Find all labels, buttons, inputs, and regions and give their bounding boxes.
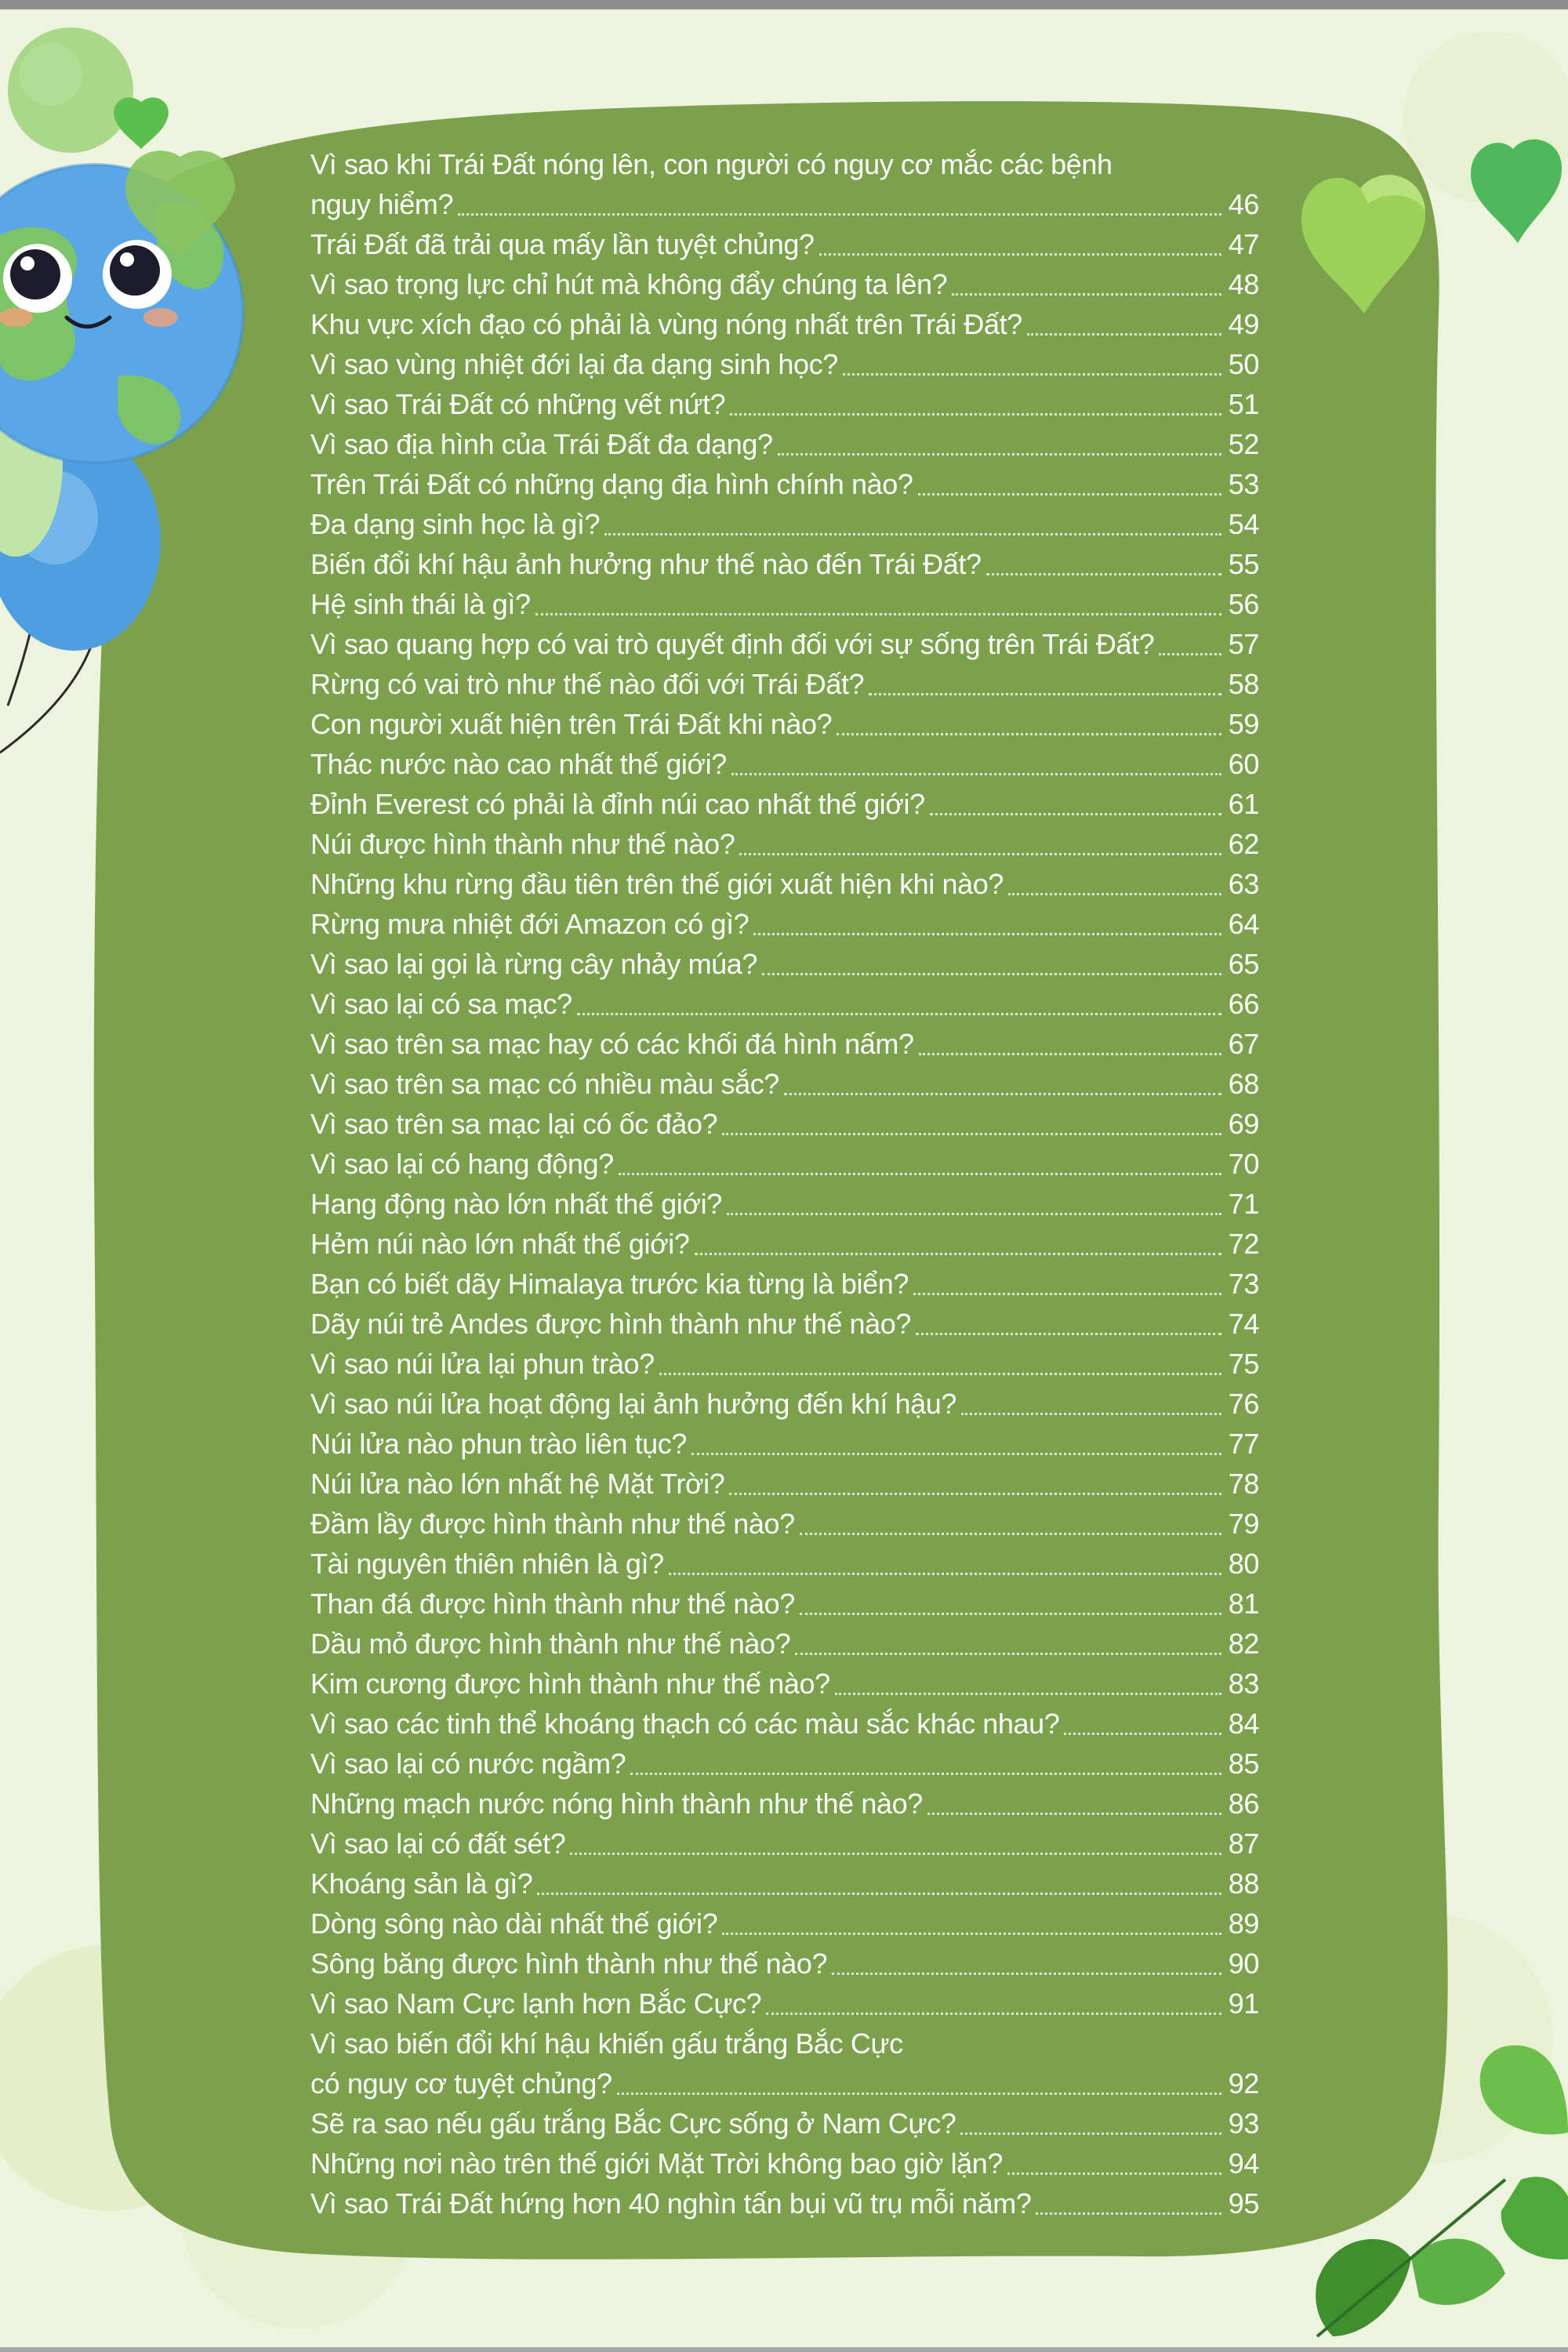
toc-entry[interactable] [310, 1264, 1259, 1304]
toc-entry[interactable] [310, 464, 1259, 504]
toc-entry[interactable] [310, 584, 1259, 624]
toc-page-number: 75 [1228, 1348, 1259, 1380]
toc-page-number: 78 [1228, 1468, 1259, 1500]
toc-entry[interactable] [310, 1064, 1259, 1104]
toc-entry-title: Vì sao lại gọi là rừng cây nhảy múa? [310, 948, 758, 980]
toc-page-number: 52 [1228, 428, 1259, 460]
dot-leader [961, 1413, 1221, 1415]
toc-entry-title: Dòng sông nào dài nhất thế giới? [310, 1907, 718, 1940]
toc-entry-title: Vì sao khi Trái Đất nóng lên, con người có nguy cơ mắc các bệnh [310, 148, 1112, 180]
dot-leader [918, 493, 1222, 495]
toc-entry[interactable] [310, 664, 1259, 704]
toc-page-number: 72 [1228, 1228, 1259, 1260]
toc-page-number: 85 [1228, 1748, 1259, 1780]
toc-entry-title: Dãy núi trẻ Andes được hình thành như thế nào? [310, 1308, 911, 1340]
toc-entry-title: Vì sao trọng lực chỉ hút mà không đẩy chúng ta lên? [310, 268, 948, 300]
toc-entry[interactable] [310, 1144, 1259, 1184]
toc-entry-title: Vì sao trên sa mạc có nhiều màu sắc? [310, 1068, 779, 1100]
toc-page-number: 66 [1228, 988, 1259, 1020]
toc-entry-title: Đỉnh Everest có phải là đỉnh núi cao nhất thế giới? [310, 788, 925, 820]
dot-leader [832, 1973, 1221, 1975]
toc-page-number: 84 [1228, 1708, 1259, 1740]
toc-entry[interactable] [310, 1904, 1259, 1944]
dot-leader [722, 1933, 1221, 1935]
toc-entry-title: Vì sao trên sa mạc hay có các khối đá hình nấm? [310, 1028, 914, 1060]
toc-entry-title: Núi lửa nào phun trào liên tục? [310, 1428, 688, 1460]
toc-entry-title: Núi lửa nào lớn nhất hệ Mặt Trời? [310, 1468, 725, 1500]
bottom-border [0, 2347, 1568, 2352]
toc-entry-title-continued: có nguy cơ tuyệt chủng? [310, 2067, 612, 2100]
dot-leader [835, 1693, 1221, 1695]
toc-page-number: 68 [1228, 1068, 1259, 1100]
toc-entry[interactable] [310, 544, 1259, 584]
toc-entry-title: Vì sao trên sa mạc lại có ốc đảo? [310, 1108, 718, 1140]
toc-entry-title: Hang động nào lớn nhất thế giới? [310, 1188, 722, 1220]
toc-entry[interactable] [310, 744, 1259, 784]
toc-page-number: 93 [1228, 2107, 1259, 2140]
toc-page-number: 53 [1228, 468, 1259, 500]
toc-entry[interactable] [310, 2183, 1259, 2223]
toc-page-number: 86 [1228, 1788, 1259, 1820]
dot-leader [1027, 333, 1221, 336]
toc-entry[interactable] [310, 704, 1259, 744]
toc-entry[interactable] [310, 1344, 1259, 1384]
toc-entry-title: Núi được hình thành như thế nào? [310, 828, 735, 860]
toc-page-number: 91 [1228, 1987, 1259, 2020]
toc-entry[interactable] [310, 1384, 1259, 1424]
toc-entry-title: Bạn có biết dãy Himalaya trước kia từng là biển? [310, 1268, 909, 1300]
toc-entry-title: Than đá được hình thành như thế nào? [310, 1588, 795, 1620]
toc-entry-title: Thác nước nào cao nhất thế giới? [310, 748, 727, 780]
toc-page-number: 69 [1228, 1108, 1259, 1140]
dot-leader [722, 1133, 1221, 1135]
dot-leader [619, 1173, 1221, 1175]
toc-entry[interactable] [310, 1704, 1259, 1744]
dot-leader [843, 373, 1221, 376]
dot-leader [577, 1013, 1221, 1015]
toc-entry-title: Trái Đất đã trải qua mấy lần tuyệt chủng? [310, 228, 815, 260]
toc-entry-title: Khu vực xích đạo có phải là vùng nóng nhất trên Trái Đất? [310, 308, 1022, 340]
toc-entry-title: Vì sao núi lửa lại phun trào? [310, 1348, 655, 1380]
toc-page-number: 80 [1228, 1548, 1259, 1580]
toc-entry[interactable] [310, 1624, 1259, 1664]
toc-entry[interactable] [310, 944, 1259, 984]
dot-leader [731, 773, 1221, 775]
toc-entry[interactable] [310, 1984, 1259, 2024]
dot-leader [913, 1293, 1221, 1295]
toc-entry[interactable] [310, 784, 1259, 824]
toc-entry[interactable] [310, 1224, 1259, 1264]
toc-page-number: 92 [1228, 2067, 1259, 2100]
dot-leader [1064, 1733, 1221, 1735]
toc-entry[interactable] [310, 2103, 1259, 2143]
toc-entry[interactable] [310, 2024, 1259, 2103]
dot-leader [960, 2132, 1221, 2135]
toc-page-number: 46 [1228, 188, 1259, 220]
toc-entry-title: Những khu rừng đầu tiên trên thế giới xuất hiện khi nào? [310, 868, 1004, 900]
toc-page-number: 74 [1228, 1308, 1259, 1340]
toc-entry[interactable] [310, 2143, 1259, 2183]
dot-leader [762, 973, 1221, 975]
toc-page-number: 70 [1228, 1148, 1259, 1180]
toc-entry[interactable] [310, 1104, 1259, 1144]
toc-page-number: 60 [1228, 748, 1259, 780]
toc-page-number: 59 [1228, 708, 1259, 740]
dot-leader [784, 1093, 1221, 1095]
dot-leader [535, 613, 1221, 615]
toc-entry-title: Khoáng sản là gì? [310, 1867, 533, 1900]
toc-entry[interactable] [310, 304, 1259, 344]
toc-entry-title: Trên Trái Đất có những dạng địa hình chính nào? [310, 468, 913, 500]
toc-entry[interactable] [310, 1024, 1259, 1064]
toc-entry-title: Hẻm núi nào lớn nhất thế giới? [310, 1228, 690, 1260]
toc-entry-title: Rừng có vai trò như thế nào đối với Trái Đất? [310, 668, 865, 700]
dot-leader [727, 1213, 1221, 1215]
toc-entry-title: Vì sao Trái Đất có những vết nứt? [310, 388, 726, 420]
toc-entry[interactable] [310, 504, 1259, 544]
toc-entry[interactable] [310, 864, 1259, 904]
toc-entry[interactable] [310, 904, 1259, 944]
toc-entry-title: Tài nguyên thiên nhiên là gì? [310, 1548, 664, 1580]
toc-entry[interactable] [310, 1864, 1259, 1904]
earth-mascot-illustration [0, 0, 329, 768]
toc-page-number: 62 [1228, 828, 1259, 860]
toc-page-number: 61 [1228, 788, 1259, 820]
dot-leader [691, 1453, 1221, 1455]
dot-leader [930, 813, 1221, 815]
toc-entry[interactable] [310, 1664, 1259, 1704]
dot-leader [617, 2092, 1221, 2095]
dot-leader [537, 1893, 1221, 1895]
dot-leader [729, 1493, 1221, 1495]
toc-entry[interactable] [310, 1464, 1259, 1504]
toc-page-number: 81 [1228, 1588, 1259, 1620]
dot-leader [952, 293, 1221, 296]
toc-entry[interactable] [310, 1584, 1259, 1624]
toc-entry-title: Biến đổi khí hậu ảnh hưởng như thế nào đến Trái Đất? [310, 548, 982, 580]
toc-page-number: 65 [1228, 948, 1259, 980]
toc-entry[interactable] [310, 984, 1259, 1024]
toc-entry[interactable] [310, 424, 1259, 464]
toc-page-number: 95 [1228, 2187, 1259, 2220]
table-of-contents [310, 144, 1259, 2223]
toc-entry-title-continued: nguy hiểm? [310, 188, 454, 220]
toc-page-number: 51 [1228, 388, 1259, 420]
toc-entry-title: Hệ sinh thái là gì? [310, 588, 531, 620]
toc-entry-title: Vì sao vùng nhiệt đới lại đa dạng sinh học? [310, 348, 838, 380]
toc-page-number: 73 [1228, 1268, 1259, 1300]
toc-entry-title: Kim cương được hình thành như thế nào? [310, 1668, 830, 1700]
dot-leader [795, 1653, 1221, 1655]
dot-leader [753, 933, 1221, 935]
toc-page-number: 56 [1228, 588, 1259, 620]
dot-leader [766, 2013, 1221, 2015]
toc-entry-title: Vì sao Trái Đất hứng hơn 40 nghìn tấn bụi vũ trụ mỗi năm? [310, 2187, 1032, 2220]
dot-leader [659, 1373, 1221, 1375]
dot-leader [739, 853, 1221, 855]
toc-entry[interactable] [310, 1744, 1259, 1784]
toc-entry-title: Con người xuất hiện trên Trái Đất khi nào? [310, 708, 833, 740]
toc-entry[interactable] [310, 384, 1259, 424]
dot-leader [1036, 2212, 1221, 2215]
dot-leader [869, 693, 1221, 695]
toc-entry-title: Đa dạng sinh học là gì? [310, 508, 601, 540]
leaf-illustration-bottom-right [1270, 2023, 1568, 2352]
toc-entry-title: Vì sao biến đổi khí hậu khiến gấu trắng Bắc Cực [310, 2027, 903, 2060]
toc-page-number: 58 [1228, 668, 1259, 700]
toc-entry[interactable] [310, 624, 1259, 664]
dot-leader [800, 1533, 1221, 1535]
toc-page-number: 90 [1228, 1947, 1259, 1980]
toc-entry-title: Vì sao lại có hang động? [310, 1148, 614, 1180]
dot-leader [819, 253, 1221, 256]
dot-leader [800, 1613, 1221, 1615]
heart-icons-top-right [1286, 118, 1568, 368]
toc-entry-title: Vì sao Nam Cực lạnh hơn Bắc Cực? [310, 1987, 762, 2020]
dot-leader [695, 1253, 1221, 1255]
toc-page-number: 79 [1228, 1508, 1259, 1540]
toc-page-number: 50 [1228, 348, 1259, 380]
dot-leader [986, 573, 1221, 575]
toc-page-number: 57 [1228, 628, 1259, 660]
toc-entry-title: Sông băng được hình thành như thế nào? [310, 1947, 828, 1980]
toc-page-number: 55 [1228, 548, 1259, 580]
toc-entry-title: Vì sao lại có đất sét? [310, 1828, 566, 1860]
dot-leader [919, 1053, 1221, 1055]
toc-entry[interactable] [310, 1544, 1259, 1584]
toc-page-number: 77 [1228, 1428, 1259, 1460]
dot-leader [1159, 653, 1221, 655]
toc-entry[interactable] [310, 1784, 1259, 1824]
toc-page-number: 83 [1228, 1668, 1259, 1700]
toc-page-number: 76 [1228, 1388, 1259, 1420]
toc-page-number: 63 [1228, 868, 1259, 900]
toc-entry[interactable] [310, 144, 1259, 224]
toc-entry[interactable] [310, 824, 1259, 864]
toc-page-number: 48 [1228, 268, 1259, 300]
toc-page-number: 89 [1228, 1907, 1259, 1940]
toc-page-number: 88 [1228, 1867, 1259, 1900]
toc-page-number: 87 [1228, 1828, 1259, 1860]
toc-entry[interactable] [310, 344, 1259, 384]
toc-entry[interactable] [310, 1184, 1259, 1224]
dot-leader [630, 1773, 1221, 1775]
toc-entry[interactable] [310, 1504, 1259, 1544]
toc-entry-title: Những mạch nước nóng hình thành như thế nào? [310, 1788, 923, 1820]
toc-entry-title: Đầm lầy được hình thành như thế nào? [310, 1508, 795, 1540]
toc-page-number: 82 [1228, 1628, 1259, 1660]
toc-page-number: 64 [1228, 908, 1259, 940]
toc-entry-title: Vì sao quang hợp có vai trò quyết định đối với sự sống trên Trái Đất? [310, 628, 1155, 660]
dot-leader [570, 1853, 1221, 1855]
toc-entry[interactable] [310, 1424, 1259, 1464]
dot-leader [604, 533, 1221, 535]
toc-entry-title: Vì sao lại có nước ngầm? [310, 1748, 626, 1780]
dot-leader [1008, 893, 1221, 895]
toc-page-number: 67 [1228, 1028, 1259, 1060]
toc-entry-title: Vì sao địa hình của Trái Đất đa dạng? [310, 428, 773, 460]
toc-entry-title: Sẽ ra sao nếu gấu trắng Bắc Cực sống ở Nam Cực? [310, 2107, 956, 2140]
dot-leader [927, 1813, 1221, 1815]
toc-entry[interactable] [310, 1824, 1259, 1864]
toc-page-number: 94 [1228, 2147, 1259, 2180]
dot-leader [458, 213, 1221, 216]
toc-page-number: 47 [1228, 228, 1259, 260]
dot-leader [730, 413, 1221, 416]
toc-page-number: 71 [1228, 1188, 1259, 1220]
dot-leader [669, 1573, 1221, 1575]
toc-entry-title: Dầu mỏ được hình thành như thế nào? [310, 1628, 791, 1660]
dot-leader [778, 453, 1221, 456]
toc-page-number: 49 [1228, 308, 1259, 340]
toc-entry-title: Vì sao núi lửa hoạt động lại ảnh hưởng đến khí hậu? [310, 1388, 957, 1420]
toc-page-number: 54 [1228, 508, 1259, 540]
dot-leader [916, 1333, 1221, 1335]
toc-entry[interactable] [310, 264, 1259, 304]
toc-entry-title: Vì sao lại có sa mạc? [310, 988, 572, 1020]
toc-entry[interactable] [310, 1304, 1259, 1344]
toc-entry[interactable] [310, 1944, 1259, 1984]
toc-entry-title: Rừng mưa nhiệt đới Amazon có gì? [310, 908, 750, 940]
toc-entry[interactable] [310, 224, 1259, 264]
dot-leader [1007, 2172, 1221, 2175]
dot-leader [837, 733, 1221, 735]
toc-entry-title: Những nơi nào trên thế giới Mặt Trời không bao giờ lặn? [310, 2147, 1004, 2180]
toc-entry-title: Vì sao các tinh thể khoáng thạch có các màu sắc khác nhau? [310, 1708, 1060, 1740]
